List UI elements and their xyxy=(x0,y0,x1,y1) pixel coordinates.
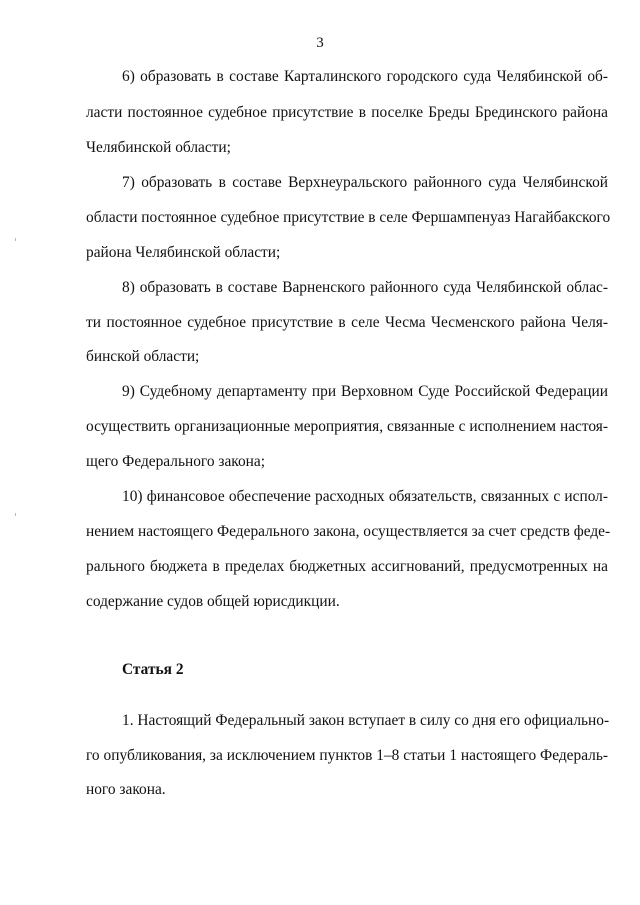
item-6-line-2: ласти постоянное судебное присутствие в поселке Бреды Брединского района xyxy=(86,104,608,121)
scan-mark xyxy=(15,238,16,241)
item-8-line-1: 8) образовать в составе Варненского районного суда Челябинской облас- xyxy=(122,279,608,296)
item-8-line-2: ти постоянное судебное присутствие в селе Чесма Чесменского района Челя- xyxy=(86,314,608,331)
article-heading: Статья 2 xyxy=(122,661,184,678)
item-7-line-1: 7) образовать в составе Верхнеуральского районного суда Челябинской xyxy=(122,174,608,191)
item-7-line-2: области постоянное судебное присутствие в селе Фершампенуаз Нагайбакского xyxy=(86,209,611,226)
item-10-line-3: рального бюджета в пределах бюджетных ассигнований, предусмотренных на xyxy=(86,558,608,575)
item-9-line-2: осуществить организационные мероприятия, связанные с исполнением настоя- xyxy=(86,418,608,435)
article-paragraph-line-2: го опубликования, за исключением пунктов 1–8 статьи 1 настоящего Федераль- xyxy=(86,747,608,764)
article-paragraph-line-1: 1. Настоящий Федеральный закон вступает в силу со дня его официально- xyxy=(122,712,610,729)
item-9-line-3: щего Федерального закона; xyxy=(86,453,266,470)
scan-mark xyxy=(15,513,16,516)
item-10-line-1: 10) финансовое обеспечение расходных обязательств, связанных с испол- xyxy=(122,488,608,505)
item-9-line-1: 9) Судебному департаменту при Верховном Суде Российской Федерации xyxy=(122,383,608,400)
item-10-line-2: нением настоящего Федерального закона, осуществляется за счет средств феде- xyxy=(86,523,611,540)
item-7-line-3: района Челябинской области; xyxy=(86,244,281,261)
page-number: 3 xyxy=(316,35,324,51)
item-6-line-3: Челябинской области; xyxy=(86,139,231,156)
article-paragraph-line-3: ного закона. xyxy=(86,781,166,798)
item-8-line-3: бинской области; xyxy=(86,348,200,365)
item-10-line-4: содержание судов общей юрисдикции. xyxy=(86,593,340,610)
item-6-line-1: 6) образовать в составе Карталинского городского суда Челябинской об- xyxy=(122,68,608,85)
